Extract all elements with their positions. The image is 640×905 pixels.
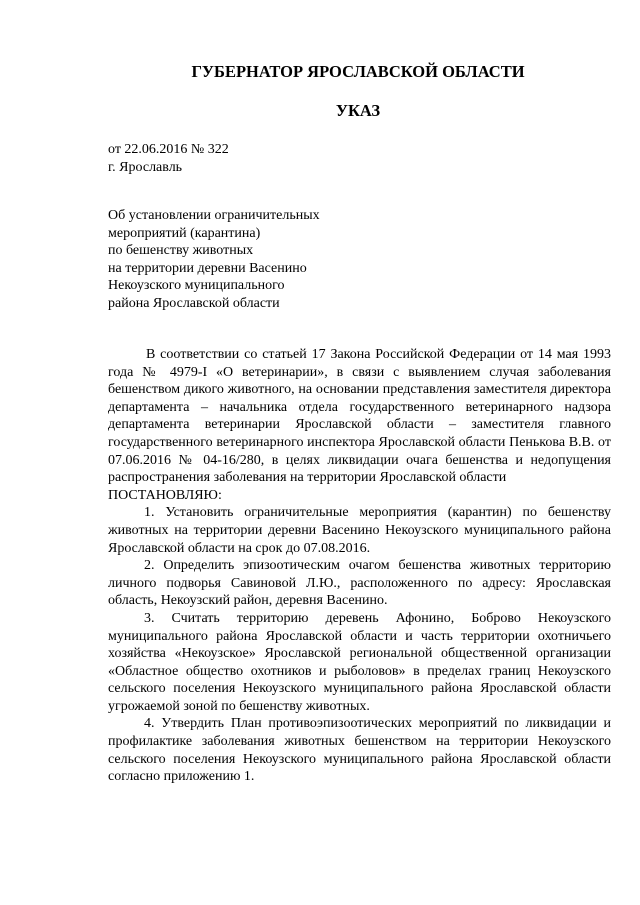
preamble-paragraph: В соответствии со статьей 17 Закона Российской Федерации от 14 мая 1993 года № 4979-I «О ветеринарии», в связи с выявлением случая заболевания бешенством дикого животного, на основании представления заместителя директора департамента – начальника отдела государственного ветеринарного надзора департамента ветеринарии Ярославской области – заместителя главного государственного ветеринарного инспектора Ярославской области Пенькова В.В. от 07.06.2016 № 04-16/280, в целях ликвидации очага бешенства и недопущения распространения заболевания на территории Ярославской области bbox=[108, 347, 611, 486]
authority-title: ГУБЕРНАТОР ЯРОСЛАВСКОЙ ОБЛАСТИ bbox=[191, 62, 525, 81]
date-number: от 22.06.2016 № 322 bbox=[108, 142, 229, 157]
decree-item: 4. Утвердить План противоэпизоотических мероприятий по ликвидации и профилактике заболевания животных бешенством на территории Некоузского сельского поселения Некоузского муниципального района Ярославской области согласно приложению 1. bbox=[108, 716, 611, 785]
subject-line: по бешенству животных bbox=[108, 243, 254, 258]
document-type-title: УКАЗ bbox=[335, 101, 381, 120]
subject-line: Некоузского муниципального bbox=[108, 278, 285, 293]
city: г. Ярославль bbox=[108, 159, 183, 175]
decree-item: 1. Установить ограничительные мероприятия (карантин) по бешенству животных на территории деревни Васенино Некоузского муниципального района Ярославской области на срок до 07.08.2016. bbox=[108, 505, 611, 556]
decree-item: 3. Считать территорию деревень Афонино, Боброво Некоузского муниципального района Ярославской области и часть территории охотничьего хозяйства «Некоузское» Ярославской региональной общественной организации «Областное общество охотников и рыболовов» в пределах границ Некоузского сельского поселения Некоузского муниципального района Ярославской области угрожаемой зоной по бешенству животных. bbox=[108, 610, 611, 714]
subject-line: мероприятий (карантина) bbox=[108, 225, 261, 241]
subject-block bbox=[108, 207, 320, 312]
decree-item: 2. Определить эпизоотическим очагом бешенства животных территорию личного подворья Савиновой Л.Ю., расположенного по адресу: Ярославская область, Некоузский район, деревня Васенино. bbox=[108, 558, 611, 609]
subject-line: на территории деревни Васенино bbox=[108, 260, 307, 276]
subject-line: района Ярославской области bbox=[108, 295, 280, 311]
decree-word: ПОСТАНОВЛЯЮ: bbox=[108, 487, 222, 503]
document-body bbox=[108, 346, 611, 786]
subject-line: Об установлении ограничительных bbox=[108, 208, 320, 223]
document-meta bbox=[108, 141, 229, 176]
